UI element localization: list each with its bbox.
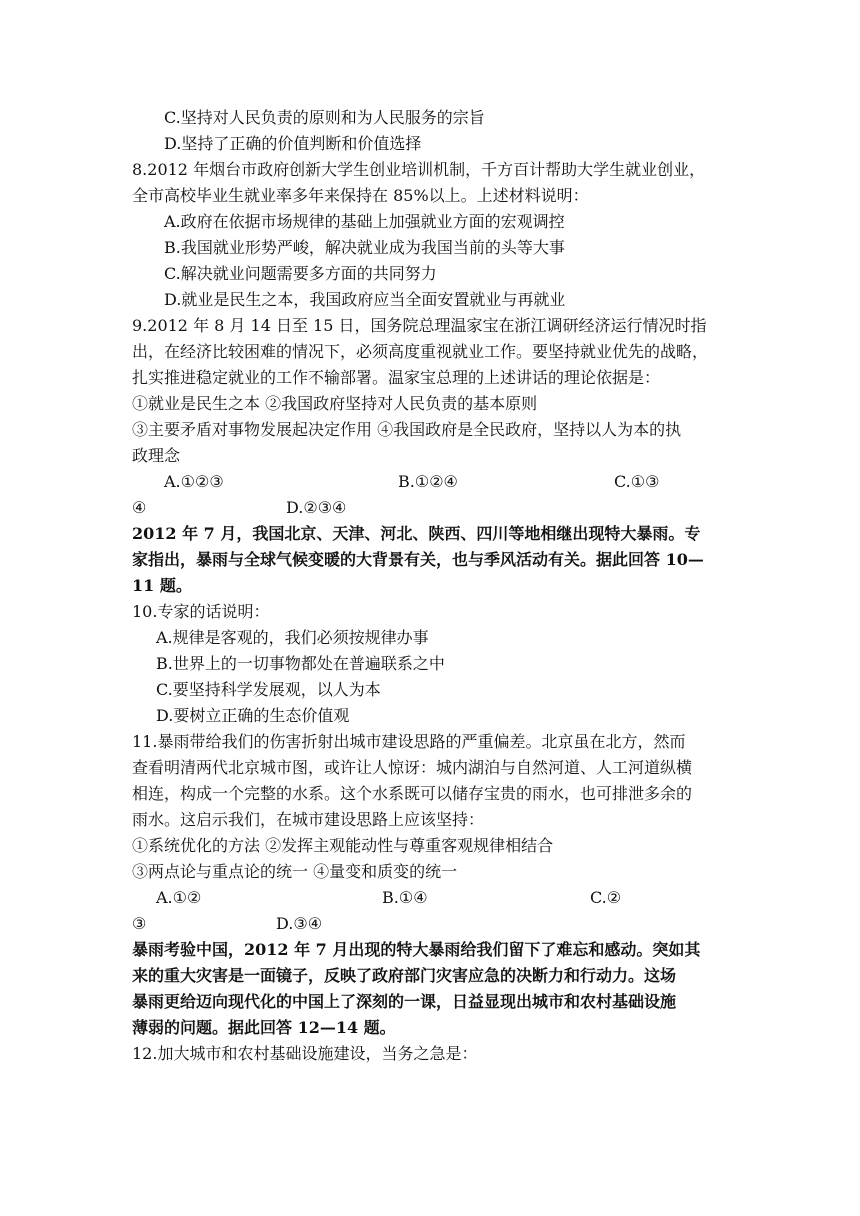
q10-option-a: A.规律是客观的，我们必须按规律办事 — [156, 628, 429, 647]
q11-option-d: D.③④ — [276, 914, 323, 933]
q11-statement-line-2: ③两点论与重点论的统一 ④量变和质变的统一 — [132, 862, 458, 881]
q10-option-c: C.要坚持科学发展观，以人为本 — [156, 680, 381, 699]
q11-option-c: C.② — [590, 888, 622, 907]
q11-stem-line-2: 查看明清两代北京城市图，或许让人惊讶：城内湖泊与自然河道、人工河道纵横 — [132, 758, 693, 777]
q7-option-c: C.坚持对人民负责的原则和为人民服务的宗旨 — [164, 108, 485, 127]
q8-option-c: C.解决就业问题需要多方面的共同努力 — [164, 264, 437, 283]
q9-stem-line-2: 出，在经济比较困难的情况下，必须高度重视就业工作。要坚持就业优先的战略， — [132, 342, 709, 361]
q9-option-d: D.②③④ — [286, 498, 347, 517]
q11-option-b: B.①④ — [382, 888, 428, 907]
q10-option-b: B.世界上的一切事物都处在普遍联系之中 — [156, 654, 445, 673]
material-2-line-1: 暴雨考验中国，2012 年 7 月出现的特大暴雨给我们留下了难忘和感动。突如其 — [132, 940, 701, 959]
material-1-line-3: 11 题。 — [132, 576, 192, 595]
q9-stem-line-3: 扎实推进稳定就业的工作不输部署。温家宝总理的上述讲话的理论依据是： — [132, 368, 661, 387]
material-2-line-2: 来的重大灾害是一面镜子，反映了政府部门灾害应急的决断力和行动力。这场 — [132, 966, 677, 985]
q9-statement-line-1: ①就业是民生之本 ②我国政府坚持对人民负责的基本原则 — [132, 394, 538, 413]
material-2-line-4: 薄弱的问题。据此回答 12—14 题。 — [132, 1018, 396, 1037]
q8-stem-line-1: 8.2012 年烟台市政府创新大学生创业培训机制，千方百计帮助大学生就业创业， — [132, 160, 706, 179]
q12-stem: 12.加大城市和农村基础设施建设，当务之急是： — [132, 1044, 478, 1063]
q9-option-b: B.①②④ — [398, 472, 458, 491]
q9-statement-line-2: ③主要矛盾对事物发展起决定作用 ④我国政府是全民政府，坚持以人为本的执 — [132, 420, 682, 439]
q9-option-c-continued: ④ — [132, 498, 147, 517]
q9-option-a: A.①②③ — [164, 472, 224, 491]
material-1-line-1: 2012 年 7 月，我国北京、天津、河北、陕西、四川等地相继出现特大暴雨。专 — [132, 524, 701, 543]
q8-option-b: B.我国就业形势严峻，解决就业成为我国当前的头等大事 — [164, 238, 565, 257]
material-2-line-3: 暴雨更给迈向现代化的中国上了深刻的一课，日益显现出城市和农村基础设施 — [132, 992, 677, 1011]
q11-option-a: A.①② — [156, 888, 202, 907]
q11-statement-line-1: ①系统优化的方法 ②发挥主观能动性与尊重客观规律相结合 — [132, 836, 554, 855]
q10-stem: 10.专家的话说明： — [132, 602, 270, 621]
q10-option-d: D.要树立正确的生态价值观 — [156, 706, 350, 725]
q9-option-c: C.①③ — [614, 472, 660, 491]
q8-stem-line-2: 全市高校毕业生就业率多年来保持在 85%以上。上述材料说明： — [132, 186, 589, 205]
material-1-line-2: 家指出，暴雨与全球气候变暖的大背景有关，也与季风活动有关。据此回答 10— — [132, 550, 704, 569]
q8-option-d: D.就业是民生之本，我国政府应当全面安置就业与再就业 — [164, 290, 566, 309]
q9-statement-line-3: 政理念 — [132, 446, 181, 465]
q11-stem-line-1: 11.暴雨带给我们的伤害折射出城市建设思路的严重偏差。北京虽在北方，然而 — [132, 732, 686, 751]
q8-option-a: A.政府在依据市场规律的基础上加强就业方面的宏观调控 — [164, 212, 565, 231]
q11-option-c-continued: ③ — [132, 914, 147, 933]
q7-option-d: D.坚持了正确的价值判断和价值选择 — [164, 134, 422, 153]
q9-stem-line-1: 9.2012 年 8 月 14 日至 15 日，国务院总理温家宝在浙江调研经济运行情况时指 — [132, 316, 707, 335]
q11-stem-line-3: 相连，构成一个完整的水系。这个水系既可以储存宝贵的雨水，也可排泄多余的 — [132, 784, 693, 803]
q11-stem-line-4: 雨水。这启示我们，在城市建设思路上应该坚持： — [132, 810, 485, 829]
